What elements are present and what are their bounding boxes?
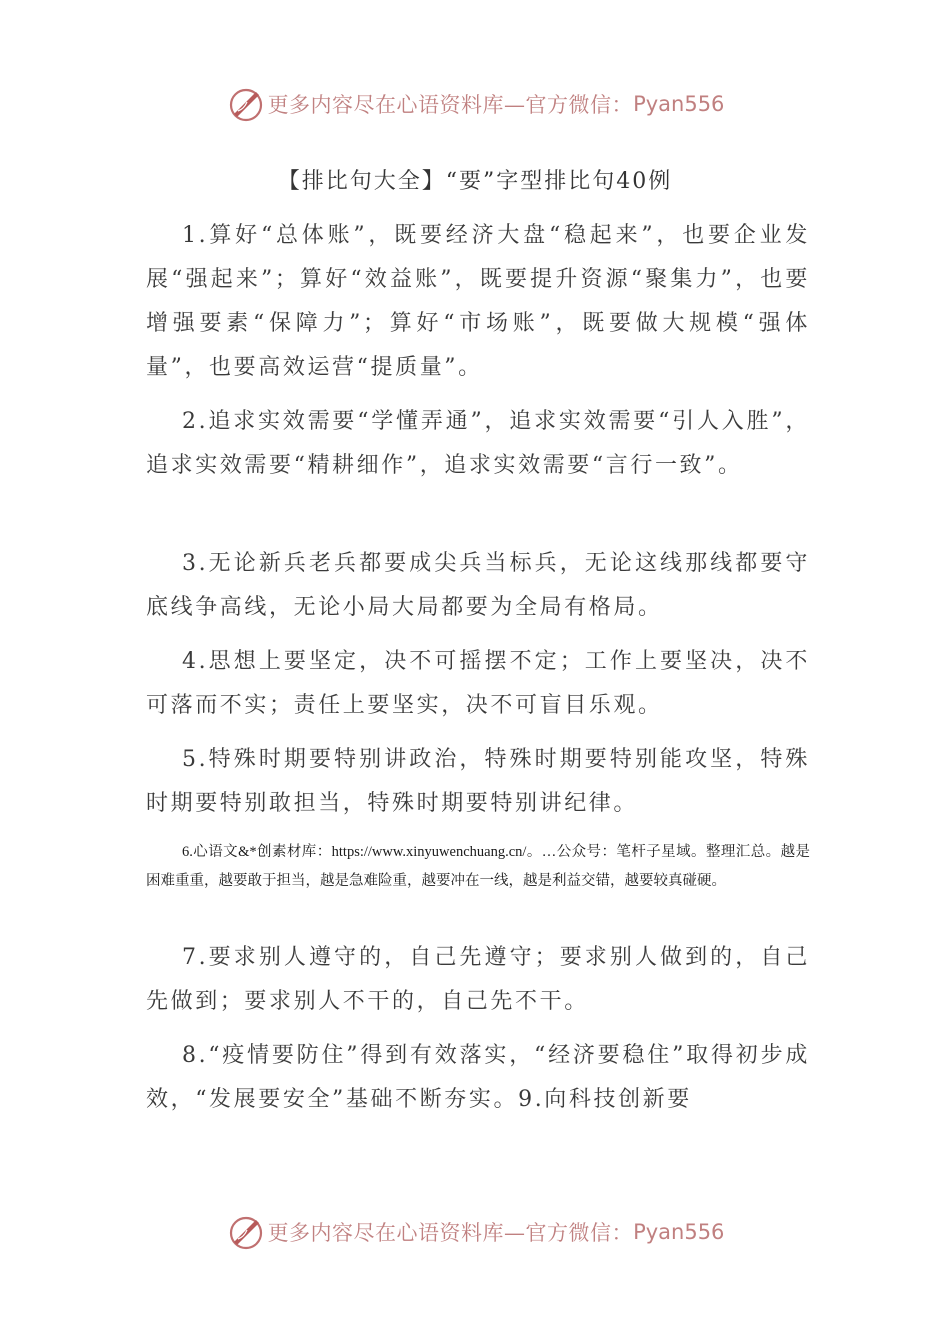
paragraph-2-block	[146, 400, 810, 488]
paragraph: 1.算好“总体账”，既要经济大盘“稳起来”，也要企业发展“强起来”；算好“效益账”，既要提升资源“聚集力”，也要增强要素“保障力”；算好“市场账”，既要做大规模“强体量”，也要高效运营“提质量”。	[146, 223, 810, 380]
footer-banner	[0, 1206, 950, 1258]
paragraph: 5.特殊时期要特别讲政治，特殊时期要特别能攻坚，特殊时期要特别敢担当，特殊时期要特别讲纪律。	[146, 747, 810, 816]
paragraph: 4.思想上要坚定，决不可摇摆不定；工作上要坚决，决不可落而不实；责任上要坚实，决不可盲目乐观。	[146, 649, 810, 718]
paragraph-1-block	[146, 214, 810, 390]
paragraph-5-block	[146, 738, 810, 826]
paragraph-4-block	[146, 640, 810, 728]
pen-circle-logo-icon	[226, 84, 266, 124]
paragraph-7-block	[146, 936, 810, 1024]
note-block	[146, 838, 810, 896]
source-note-paragraph: 6.心语文&*创素材库：https://www.xinyuwenchuang.cn/。…公众号：笔杆子星域。整理汇总。越是困难重重，越要敢于担当，越是急难险重，越要冲在一线，越是利益交错，越要较真碰硬。	[146, 844, 810, 889]
paragraph: 3.无论新兵老兵都要成尖兵当标兵，无论这线那线都要守底线争高线，无论小局大局都要为全局有格局。	[146, 551, 810, 620]
header-banner	[0, 78, 950, 130]
paragraph: 7.要求别人遵守的，自己先遵守；要求别人做到的，自己先做到；要求别人不干的，自己先不干。	[146, 945, 810, 1014]
banner-text: 更多内容尽在心语资料库—官方微信：	[267, 93, 634, 117]
banner-text: 更多内容尽在心语资料库—官方微信：	[267, 1221, 634, 1245]
paragraph-8-block	[146, 1034, 810, 1122]
banner-wechat-id: Pyan556	[633, 92, 725, 116]
document-title: 【排比句大全】“要”字型排比句40例	[277, 169, 673, 194]
paragraph: 2.追求实效需要“学懂弄通”，追求实效需要“引人入胜”，追求实效需要“精耕细作”，追求实效需要“言行一致”。	[146, 409, 810, 478]
paragraph: 8.“疫情要防住”得到有效落实，“经济要稳住”取得初步成效，“发展要安全”基础不断夯实。9.向科技创新要	[146, 1043, 810, 1112]
banner-wechat-id: Pyan556	[633, 1220, 725, 1244]
paragraph-3-block	[146, 542, 810, 630]
pen-circle-logo-icon	[226, 1212, 266, 1252]
